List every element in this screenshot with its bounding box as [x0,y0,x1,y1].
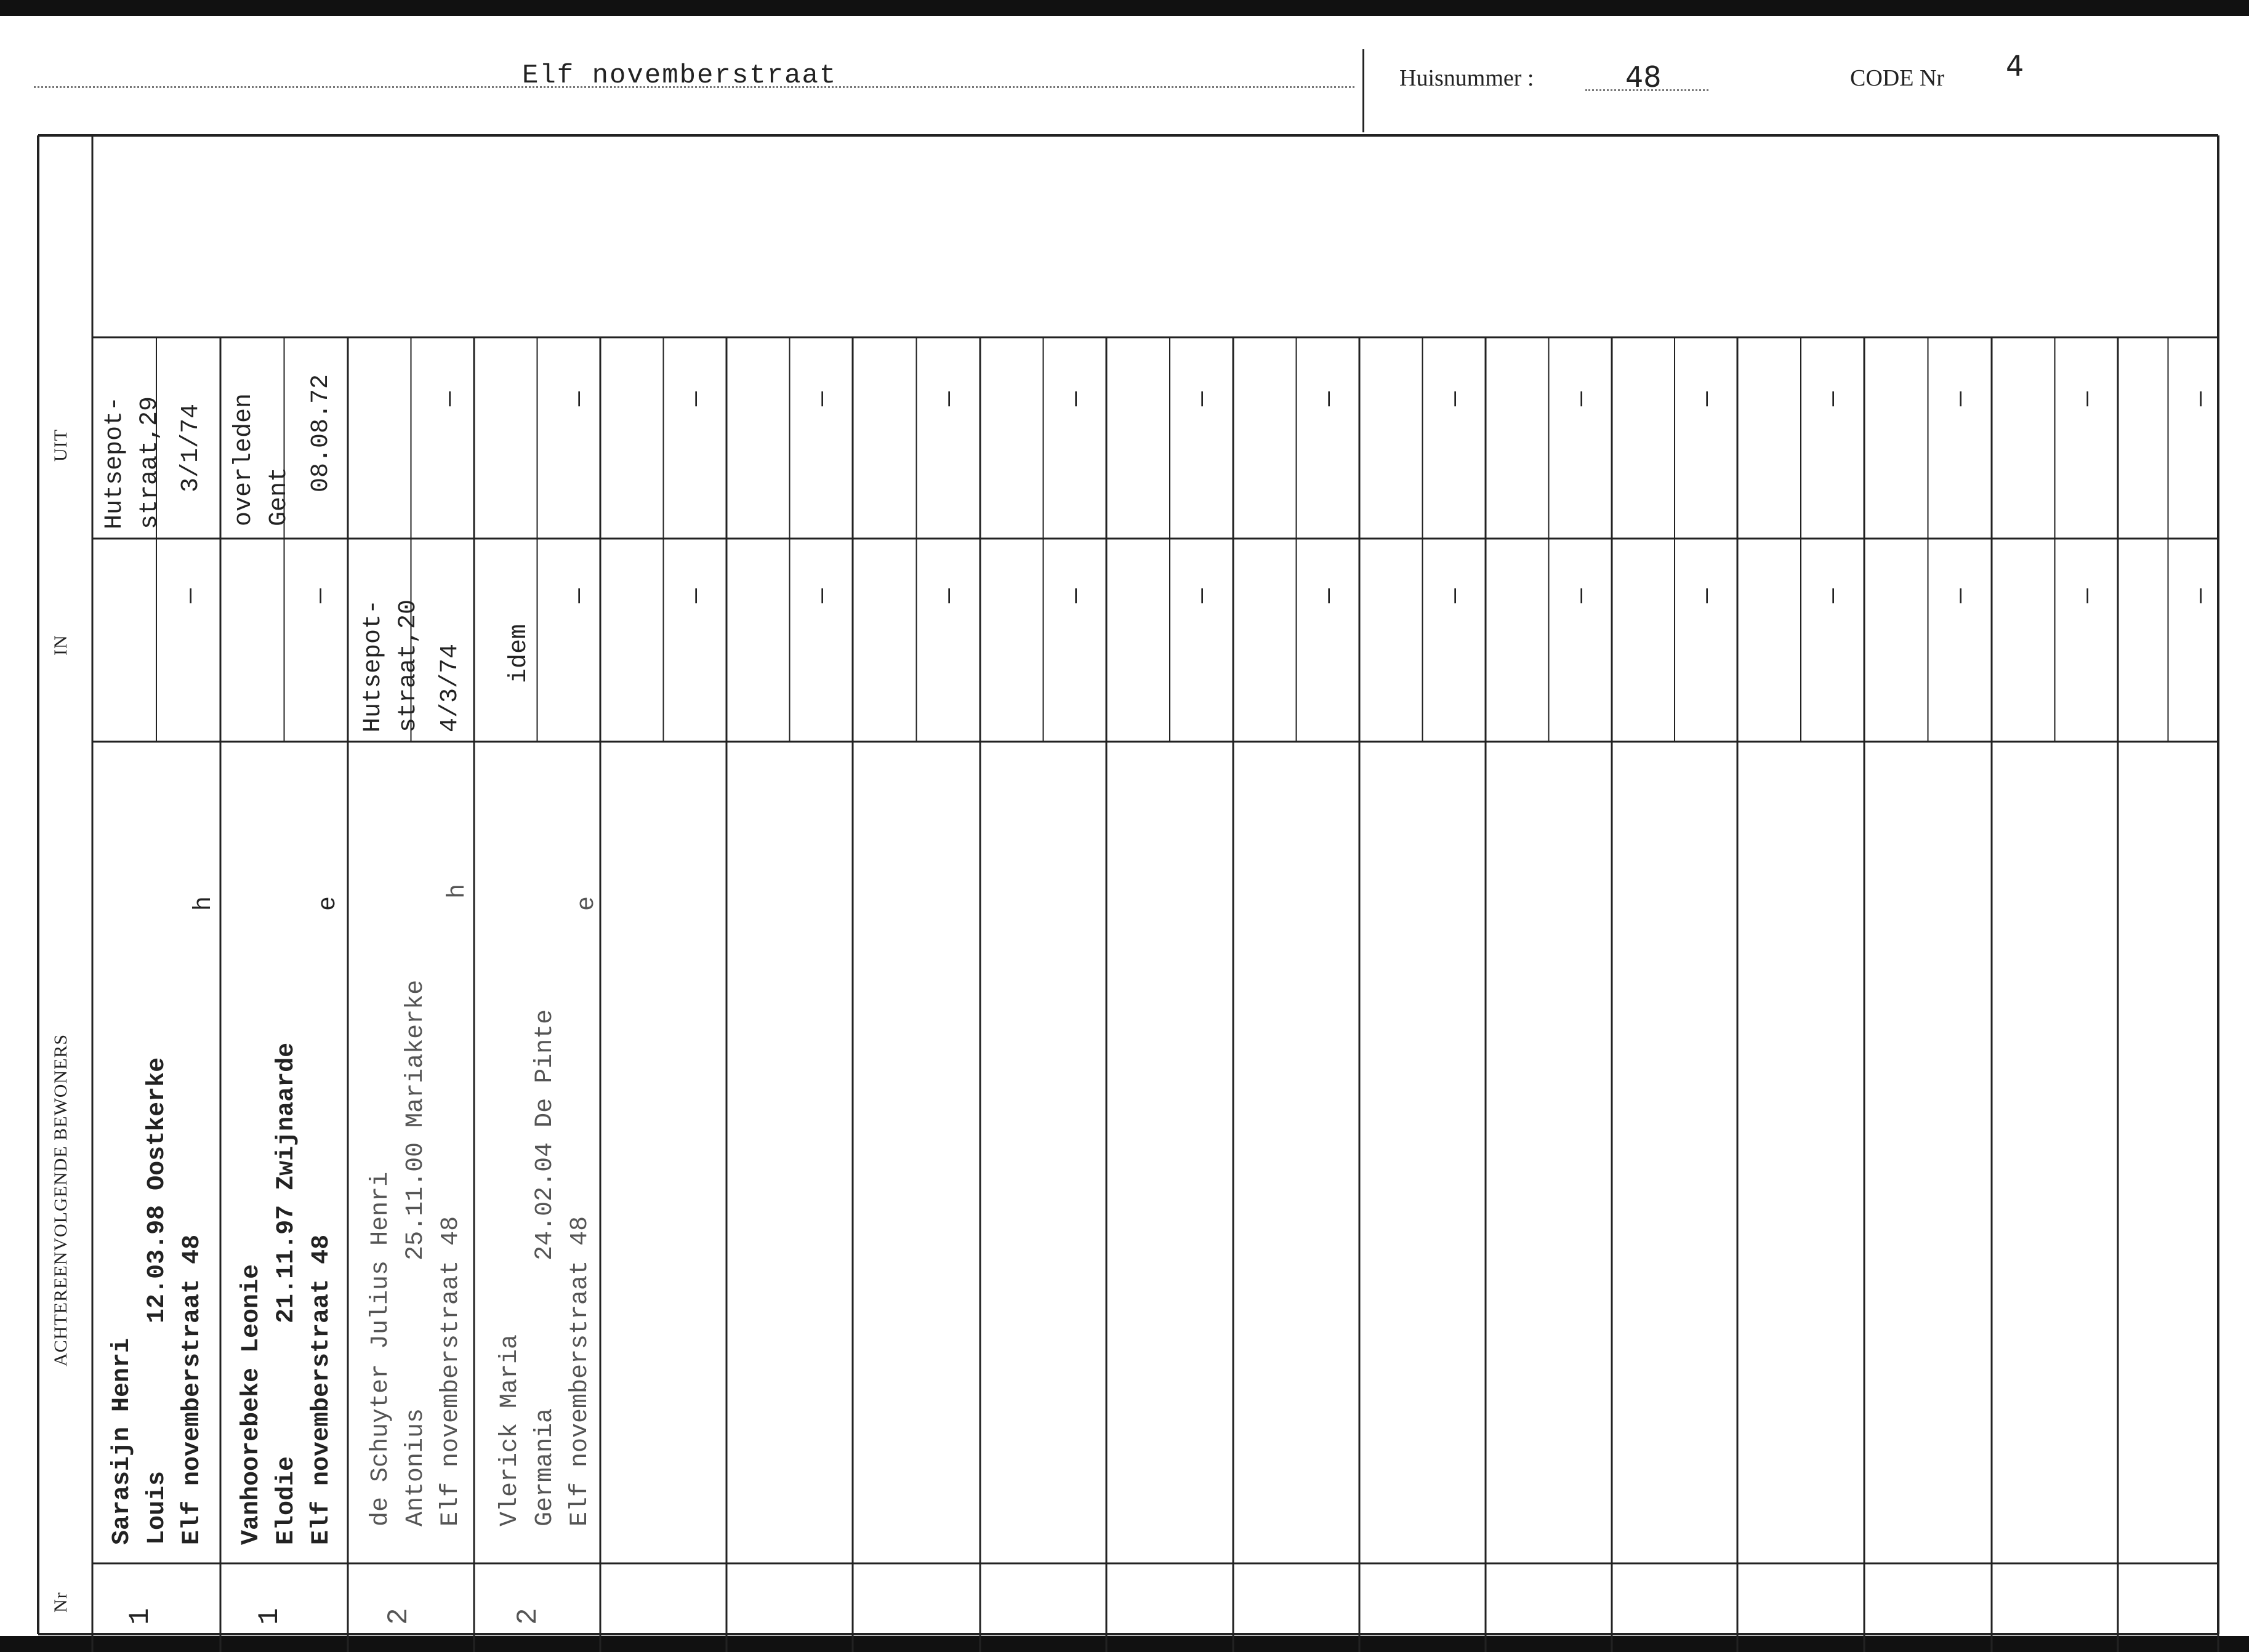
empty-dash: — [935,391,964,406]
entry-3-in-place: Hutsepot- straat,20 [360,599,422,732]
label-bewoners: ACHTEREENVOLGENDE BEWONERS [50,1033,71,1366]
entry-1-nr: 1 [124,1608,156,1625]
entry-2-uit-place: overleden Gent [230,393,293,526]
empty-dash: — [1694,588,1721,603]
empty-dash: — [1694,391,1721,406]
entry-4-sex: e [573,896,601,911]
entry-4-in-date: — [566,588,593,603]
empty-dash: — [1947,588,1975,603]
empty-dash: — [1567,391,1596,406]
label-nr: Nr [50,1592,71,1613]
empty-dash: — [1820,588,1848,603]
empty-dash: — [808,588,837,603]
empty-dash: — [1441,588,1470,603]
code-label: CODE Nr [1850,65,1945,91]
entry-2-nr: 1 [254,1608,286,1625]
entry-1-sex: h [190,896,218,911]
entry-3-uit-date: — [437,391,464,406]
entry-4-resident: Vlerick Maria Germania 24.02.04 De Pinte Elf novemberstraat 48 [496,1009,594,1526]
entry-4-in-place: idem [505,624,533,683]
entry-3-in-date: 4/3/74 [437,643,464,732]
empty-dash: — [1820,391,1848,406]
entry-1-resident: Sarasijn Henri Louis 12.03.98 Oostkerke Elf novemberstraat 48 [108,1057,206,1545]
empty-dash: — [1441,391,1470,406]
entry-4-nr: 2 [512,1608,544,1625]
entry-1-in-date: — [177,588,205,603]
entry-2-sex: e [315,896,342,911]
code-value: 4 [2006,49,2024,82]
empty-dash: — [1062,391,1090,406]
house-number-label: Huisnummer : [1399,65,1534,91]
entry-3-nr: 2 [383,1608,415,1625]
empty-dash: — [935,588,964,603]
entry-2-in-date: — [307,588,335,603]
label-in: IN [50,635,71,656]
empty-dash: — [1062,588,1090,603]
entry-2-uit-date: 08.08.72 [307,374,335,492]
empty-dash: — [808,391,837,406]
label-uit: UIT [50,429,71,462]
empty-dash: — [2187,588,2215,603]
empty-dash: — [2074,391,2102,406]
empty-dash: — [1567,588,1596,603]
entry-4-uit-date: — [566,391,593,406]
street-name: Elf novemberstraat [522,60,837,91]
empty-dash: — [2074,588,2102,603]
entry-1-uit-place: Hutsepot- straat,29 [101,396,164,529]
entry-3-resident: de Schuyter Julius Henri Antonius 25.11.00 Mariakerke Elf novemberstraat 48 [367,979,465,1526]
empty-dash: — [1947,391,1975,406]
house-number-value: 48 [1625,60,1662,94]
empty-dash: — [682,391,710,406]
empty-dash: — [1189,391,1217,406]
empty-dash: — [1315,391,1343,406]
empty-dash: — [1315,588,1343,603]
entry-1-uit-date: 3/1/74 [177,403,205,492]
empty-dash: — [2187,391,2215,406]
entry-3-sex: h [444,883,472,899]
entry-2-resident: Vanhoorebeke Leonie Elodie 21.11.97 Zwijnaarde Elf novemberstraat 48 [238,1042,336,1545]
empty-dash: — [1189,588,1217,603]
empty-dash: — [682,588,710,603]
